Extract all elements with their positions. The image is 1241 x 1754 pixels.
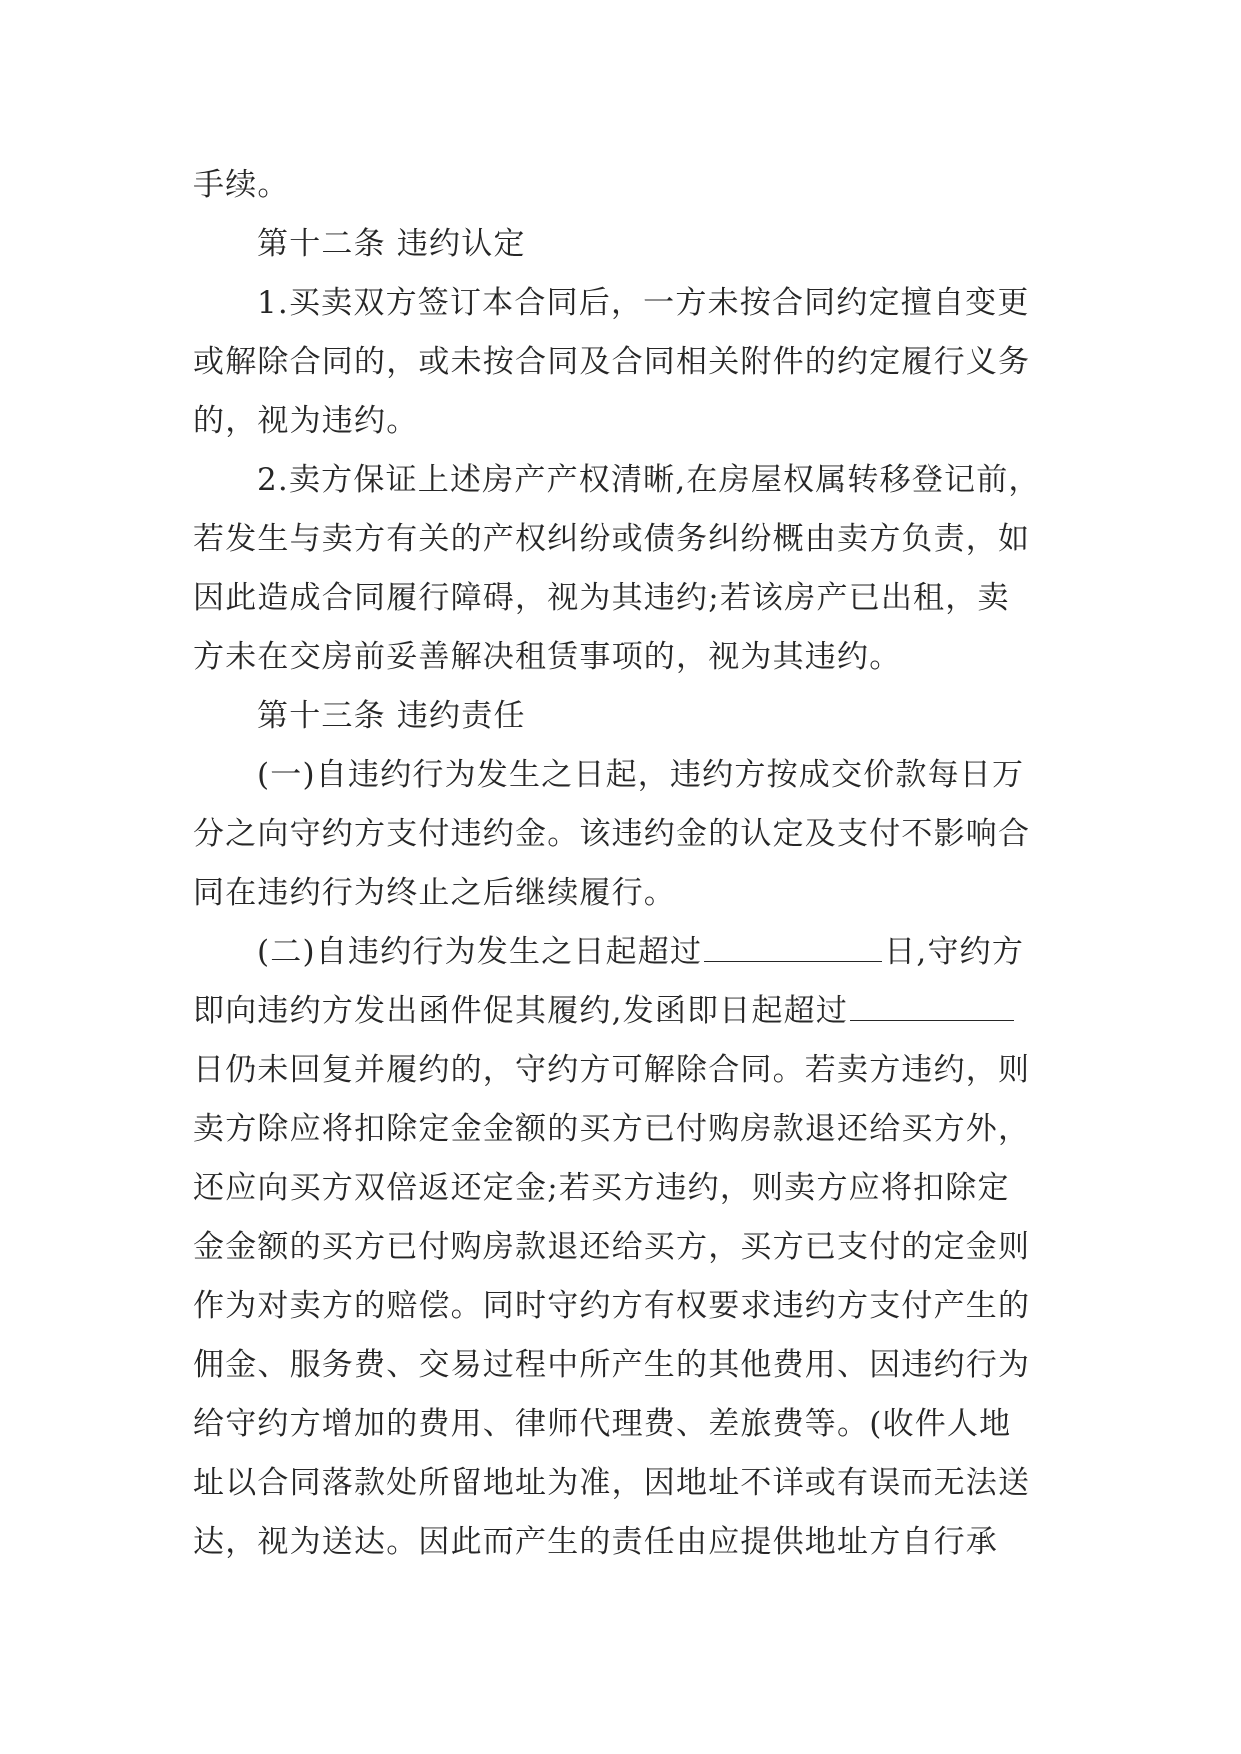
article-13-heading: 第十三条 违约责任 <box>257 698 526 734</box>
article-12-heading: 第十二条 违约认定 <box>257 226 526 262</box>
text-line: 给守约方增加的费用、律师代理费、差旅费等。(收件人地 <box>193 1406 1012 1442</box>
text-line: 金金额的买方已付购房款退还给买方，买方已支付的定金则 <box>193 1229 1031 1265</box>
text-segment: 日,守约方 <box>884 934 1025 970</box>
text-line: 达，视为送达。因此而产生的责任由应提供地址方自行承 <box>193 1524 998 1560</box>
text-line: (一)自违约行为发生之日起，违约方按成交价款每日万 <box>257 757 1025 793</box>
text-line: 若发生与卖方有关的产权纠纷或债务纠纷概由卖方负责，如 <box>193 521 1031 557</box>
text-line: 佣金、服务费、交易过程中所产生的其他费用、因违约行为 <box>193 1347 1031 1383</box>
fill-in-blank <box>850 992 1014 1021</box>
text-line: 作为对卖方的赔偿。同时守约方有权要求违约方支付产生的 <box>193 1288 1031 1324</box>
text-line: 日仍未回复并履约的，守约方可解除合同。若卖方违约，则 <box>193 1052 1031 1088</box>
text-line: 还应向买方双倍返还定金;若买方违约，则卖方应将扣除定 <box>193 1170 1010 1206</box>
text-line: 因此造成合同履行障碍，视为其违约;若该房产已出租，卖 <box>193 580 1010 616</box>
text-segment: (二)自违约行为发生之日起超过 <box>257 934 703 970</box>
text-line: 址以合同落款处所留地址为准，因地址不详或有误而无法送 <box>193 1465 1031 1501</box>
text-line: 卖方除应将扣除定金金额的买方已付购房款退还给买方外， <box>193 1111 1031 1147</box>
text-line: 2.卖方保证上述房产产权清晰,在房屋权属转移登记前， <box>257 462 1041 498</box>
text-line: 手续。 <box>193 167 290 203</box>
fill-in-blank <box>704 933 882 962</box>
text-segment: 即向违约方发出函件促其履约,发函即日起超过 <box>193 993 849 1029</box>
text-line-with-blank <box>257 932 1024 972</box>
text-line: 同在违约行为终止之后继续履行。 <box>193 875 676 911</box>
text-line: 的，视为违约。 <box>193 403 419 439</box>
text-line: 方未在交房前妥善解决租赁事项的，视为其违约。 <box>193 639 902 675</box>
text-line: 分之向守约方支付违约金。该违约金的认定及支付不影响合 <box>193 816 1031 852</box>
text-line: 1.买卖双方签订本合同后，一方未按合同约定擅自变更 <box>257 285 1030 321</box>
text-line-with-blank <box>193 991 1014 1031</box>
text-line: 或解除合同的，或未按合同及合同相关附件的约定履行义务 <box>193 344 1031 380</box>
